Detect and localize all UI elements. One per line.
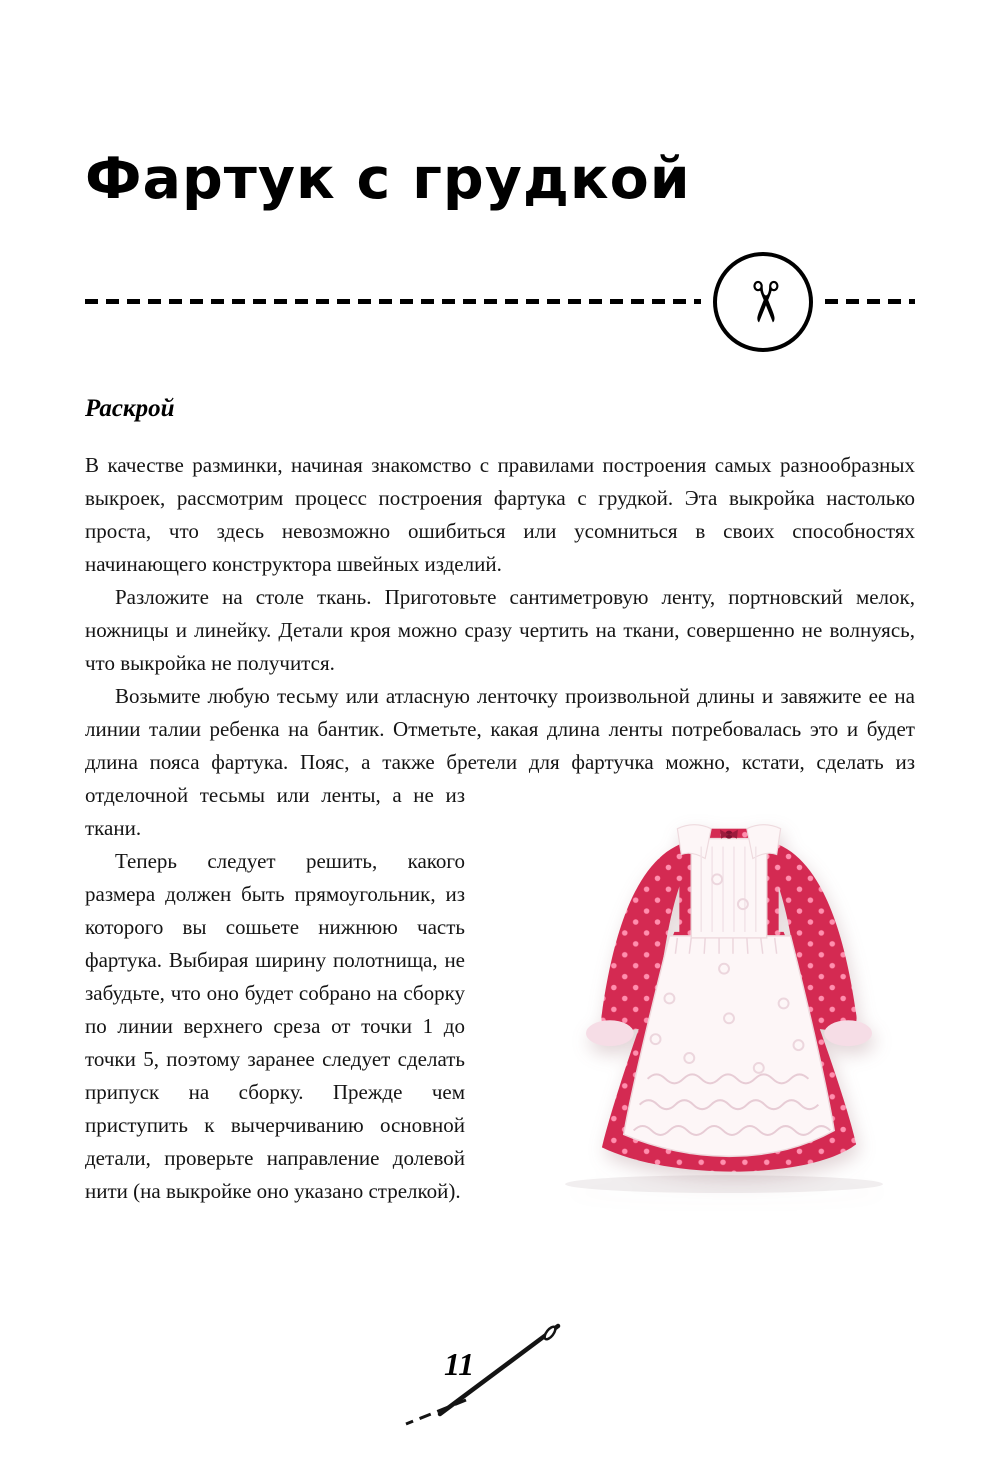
paragraph-1: В качестве разминки, начиная знакомство с правилами построения самых разнообразных выкроек, рассмотрим процесс построения фартука с грудкой. Эта выкройка настолько проста, что здесь невозможно ошибиться или усомниться в своих способностях начинающего конструктора швейных изделий.: [85, 452, 915, 576]
page-title: Фартук с грудкой: [85, 146, 691, 212]
body-text: [85, 449, 915, 1208]
page-number: 11: [444, 1346, 475, 1382]
section-divider: [85, 255, 915, 349]
dashed-rule-right: [825, 299, 915, 304]
page-content: [85, 0, 915, 1208]
scissors-icon: [713, 252, 813, 352]
paragraph-4: Теперь следует решить, какого размера должен быть прямоугольник, из которого вы сошьете нижнюю часть фартука. Выбирая ширину полотнища, не забудьте, что оно будет собрано на сборку по линии верхнего среза от точки 1 до точки 5, поэтому заранее следует сделать припуск на сборку. Прежде чем приступить к вычерчиванию основной детали, проверьте направление долевой нити (на выкройке оно указано стрелкой).: [85, 848, 465, 1203]
needle-icon: [400, 1318, 590, 1433]
paragraph-3-lead: Возьмите любую тесьму или атласную ленточку произвольной длины и завяжите ее на линии талии ребенка на бантик. Отметьте, какая длина ленты потребовалась это и будет длина пояса фартука. Пояс, а также бретели для фартучка можно, кстати, сделать из: [85, 683, 915, 774]
page-footer: [400, 1318, 590, 1433]
paragraph-3: [85, 680, 915, 845]
section-heading: Раскрой: [85, 394, 175, 422]
scissors-glyph: ✂: [731, 278, 794, 326]
paragraph-2: Разложите на столе ткань. Приготовьте сантиметровую ленту, портновский мелок, ножницы и линейку. Детали кроя можно сразу чертить на ткани, совершенно не волнуясь, что выкройка не получится.: [85, 584, 915, 675]
dress-photo: [489, 785, 909, 1197]
dashed-rule-left: [85, 299, 701, 304]
paragraph-3-tail: отделочной тесьмы или ленты, а не из ткани.: [85, 782, 465, 840]
